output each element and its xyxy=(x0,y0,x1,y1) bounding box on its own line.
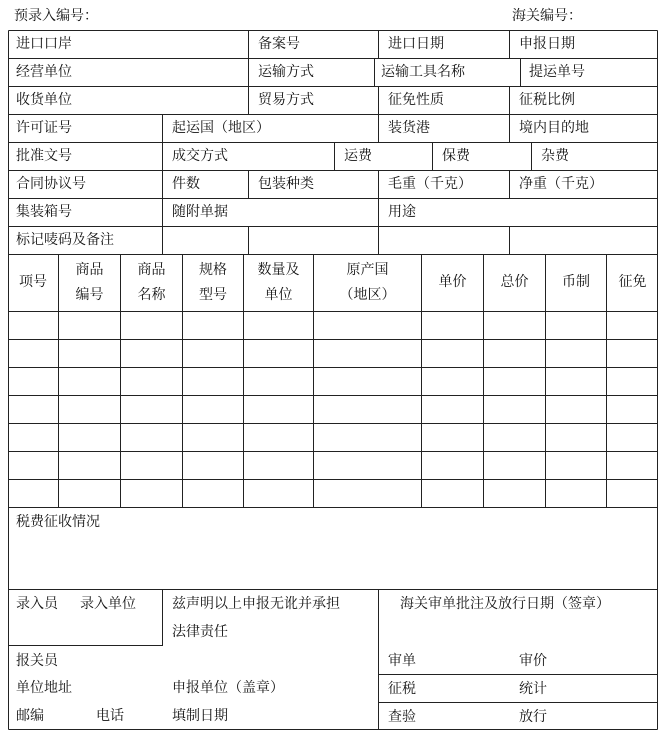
gross-weight-label: 毛重（千克） xyxy=(388,176,472,192)
exemption-nature-label: 征免性质 xyxy=(388,92,444,108)
goods-header-spec-model: 规格 型号 xyxy=(199,262,227,303)
statistics-label: 统计 xyxy=(519,681,547,697)
consignee-unit-label: 收货单位 xyxy=(16,92,72,108)
postcode-label: 邮编 xyxy=(16,708,44,724)
contract-number-label: 合同协议号 xyxy=(16,176,86,192)
country-of-departure-label: 起运国（地区） xyxy=(172,120,270,136)
declaration-statement-line1: 兹声明以上申报无讹并承担 xyxy=(172,596,340,612)
import-date-label: 进口日期 xyxy=(388,36,444,52)
declaration-date-label: 申报日期 xyxy=(519,36,575,52)
insurance-fee-label: 保费 xyxy=(442,148,470,164)
trade-mode-label: 贸易方式 xyxy=(258,92,314,108)
port-of-entry-label: 进口口岸 xyxy=(16,36,72,52)
price-review-label: 审价 xyxy=(519,653,547,669)
approval-number-label: 批准文号 xyxy=(16,148,72,164)
goods-header-quantity-unit: 数量及 单位 xyxy=(257,262,300,303)
goods-header-total-price: 总价 xyxy=(500,274,529,290)
record-number-label: 备案号 xyxy=(258,36,300,52)
tax-collection-status-label: 税费征收情况 xyxy=(16,514,100,530)
bill-of-lading-number-label: 提运单号 xyxy=(529,64,585,80)
customs-number-label: 海关编号： xyxy=(512,8,582,24)
pre-entry-number-label: 预录入编号： xyxy=(14,8,98,24)
misc-fee-label: 杂费 xyxy=(541,148,569,164)
transport-mode-label: 运输方式 xyxy=(258,64,314,80)
goods-header-origin-country: 原产国 （地区） xyxy=(339,262,396,303)
net-weight-label: 净重（千克） xyxy=(519,176,603,192)
entry-unit-label: 录入单位 xyxy=(80,596,136,612)
license-number-label: 许可证号 xyxy=(16,120,72,136)
goods-header-product-code: 商品 编号 xyxy=(75,262,104,303)
release-label: 放行 xyxy=(519,709,547,725)
tax-collection-label: 征税 xyxy=(388,681,416,697)
container-number-label: 集装箱号 xyxy=(16,204,72,220)
transaction-mode-label: 成交方式 xyxy=(172,148,228,164)
goods-header-item-no: 项号 xyxy=(19,274,47,290)
goods-header-currency: 币制 xyxy=(562,274,590,290)
marks-and-remarks-label: 标记唛码及备注 xyxy=(16,232,114,248)
goods-header-product-name: 商品 名称 xyxy=(137,262,166,303)
entry-clerk-label: 录入员 xyxy=(16,596,58,612)
domestic-destination-label: 境内目的地 xyxy=(519,120,589,136)
declarant-label: 报关员 xyxy=(16,653,58,669)
purpose-label: 用途 xyxy=(388,204,416,220)
loading-port-label: 装货港 xyxy=(388,120,430,136)
unit-address-label: 单位地址 xyxy=(16,680,72,696)
document-review-label: 审单 xyxy=(388,653,416,669)
customs-approval-label: 海关审单批注及放行日期（签章） xyxy=(400,596,610,612)
customs-declaration-form xyxy=(8,30,658,730)
goods-header-unit-price: 单价 xyxy=(438,274,467,290)
tax-rate-label: 征税比例 xyxy=(519,92,575,108)
package-type-label: 包装种类 xyxy=(258,176,314,192)
transport-vehicle-name-label: 运输工具名称 xyxy=(381,64,465,80)
declaring-unit-seal-label: 申报单位（盖章） xyxy=(172,680,284,696)
freight-label: 运费 xyxy=(344,148,372,164)
inspection-label: 查验 xyxy=(388,709,416,725)
declaration-statement-line2: 法律责任 xyxy=(172,624,228,640)
package-count-label: 件数 xyxy=(172,176,200,192)
goods-header-exemption: 征免 xyxy=(618,274,647,290)
attached-documents-label: 随附单据 xyxy=(172,204,228,220)
phone-label: 电话 xyxy=(96,708,124,724)
fill-date-label: 填制日期 xyxy=(172,708,228,724)
operating-unit-label: 经营单位 xyxy=(16,64,72,80)
